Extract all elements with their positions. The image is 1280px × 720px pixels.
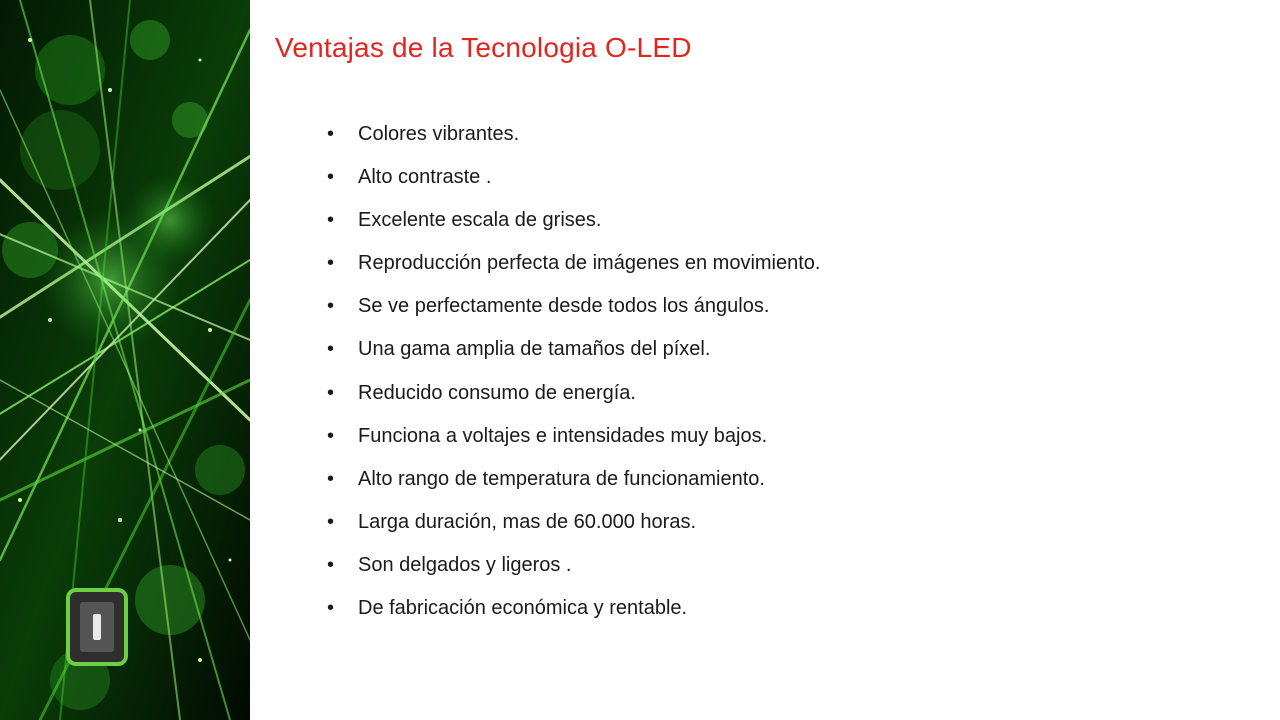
- bullet-dot: •: [327, 424, 335, 447]
- bullet-item: [327, 548, 820, 591]
- bullet-dot: •: [327, 123, 335, 145]
- light-streaks-graphic: [0, 0, 250, 720]
- bullet-text: Son delgados y ligeros .: [358, 553, 572, 576]
- slide-title: Ventajas de la Tecnologia O-LED: [275, 32, 692, 63]
- bullet-dot: •: [327, 295, 335, 318]
- bullet-item: [327, 289, 820, 332]
- bullet-text: Una gama amplia de tamaños del píxel.: [358, 338, 711, 361]
- bullet-text: Excelente escala de grises.: [358, 209, 602, 232]
- bullet-text: Colores vibrantes.: [358, 123, 520, 145]
- bullet-item: [327, 203, 820, 246]
- bullet-item: [327, 591, 820, 634]
- bullet-item: [327, 332, 820, 375]
- bullet-dot: •: [327, 597, 335, 620]
- bullet-list: [327, 117, 820, 634]
- bullet-text: Alto rango de temperatura de funcionamiento.: [358, 467, 765, 490]
- bullet-item: [327, 462, 820, 505]
- bullet-item: [327, 117, 820, 160]
- bullet-text: Alto contraste .: [358, 166, 492, 189]
- bullet-dot: •: [327, 252, 335, 275]
- bullet-item: [327, 246, 820, 289]
- bullet-text: Se ve perfectamente desde todos los ángulos.: [358, 295, 770, 318]
- bullet-dot: •: [327, 209, 335, 232]
- green-light-streaks-image: [0, 0, 250, 720]
- bullet-item: [327, 419, 820, 462]
- bullet-dot: •: [327, 553, 335, 576]
- bullet-dot: •: [327, 166, 335, 189]
- bullet-dot: •: [327, 338, 335, 361]
- bullet-text: Larga duración, mas de 60.000 horas.: [358, 510, 696, 533]
- bullet-dot: •: [327, 467, 335, 490]
- bullet-text: Reducido consumo de energía.: [358, 381, 636, 404]
- bullet-text: De fabricación económica y rentable.: [358, 597, 688, 620]
- bullet-dot: •: [327, 381, 335, 404]
- light-switch-graphic: [68, 590, 126, 664]
- bullet-text: Reproducción perfecta de imágenes en movimiento.: [358, 252, 821, 275]
- bullet-item: [327, 505, 820, 548]
- bullet-item: [327, 376, 820, 419]
- bullet-item: [327, 160, 820, 203]
- bullet-dot: •: [327, 510, 335, 533]
- bullet-text: Funciona a voltajes e intensidades muy bajos.: [358, 424, 768, 447]
